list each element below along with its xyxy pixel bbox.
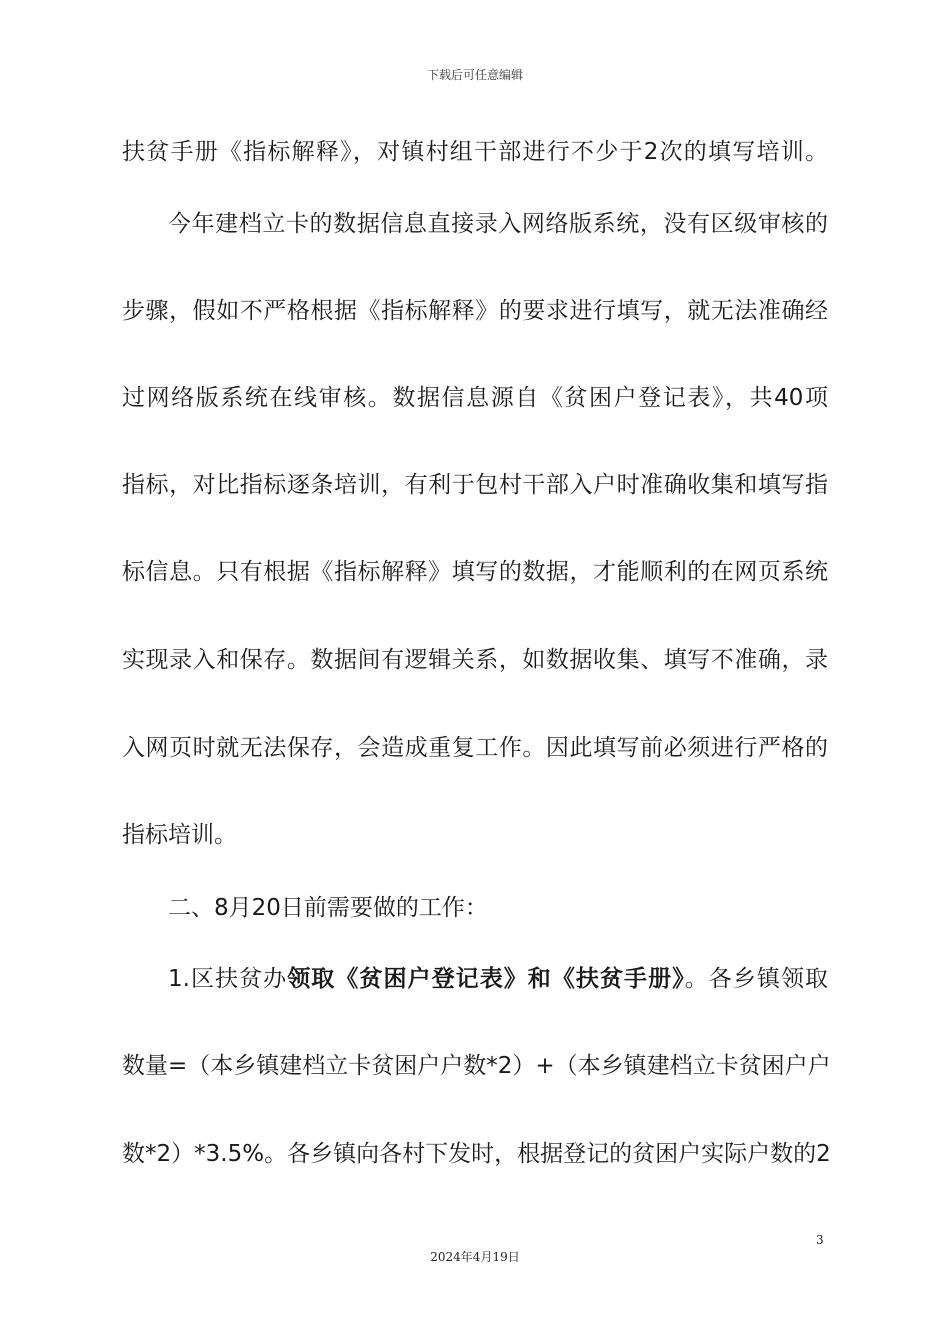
- text-line: 指标培训。: [122, 822, 237, 848]
- text-line: 扶贫手册《指标解释》，对镇村组干部进行不少于2次的填写培训。: [122, 139, 828, 165]
- text-line: 指标，对比指标逐条培训，有利于包村干部入户时准确收集和填写指: [122, 472, 828, 498]
- text-line: 标信息。只有根据《指标解释》填写的数据，才能顺利的在网页系统: [122, 559, 828, 585]
- text-line: 实现录入和保存。数据间有逻辑关系，如数据收集、填写不准确，录: [122, 647, 828, 673]
- list-item-suffix: 。各乡镇领取: [684, 966, 829, 992]
- text-line: 入网页时就无法保存，会造成重复工作。因此填写前必须进行严格的: [122, 735, 828, 761]
- page-header: 下载后可任意编辑: [426, 68, 523, 82]
- text-line: 数*2）*3.5%。各乡镇向各村下发时，根据登记的贫困户实际户数的2: [122, 1141, 831, 1167]
- text-line: 今年建档立卡的数据信息直接录入网络版系统，没有区级审核的: [168, 211, 828, 237]
- text-line: 数量=（本乡镇建档立卡贫困户户数*2）+（本乡镇建档立卡贫困户户: [122, 1053, 831, 1079]
- page-footer-date: 2024年4月19日: [430, 1250, 520, 1264]
- list-item-prefix: 1.区扶贫办: [168, 966, 288, 992]
- text-line: 过网络版系统在线审核。数据信息源自《贫困户登记表》，共40项: [122, 385, 828, 411]
- text-line: 步骤，假如不严格根据《指标解释》的要求进行填写，就无法准确经: [122, 298, 828, 324]
- list-item-1: [122, 964, 828, 994]
- list-item-emphasis: 领取《贫困户登记表》和《扶贫手册》: [287, 966, 685, 992]
- page-number: 3: [816, 1233, 824, 1247]
- section-heading: 二、8月20日前需要做的工作：: [168, 895, 488, 921]
